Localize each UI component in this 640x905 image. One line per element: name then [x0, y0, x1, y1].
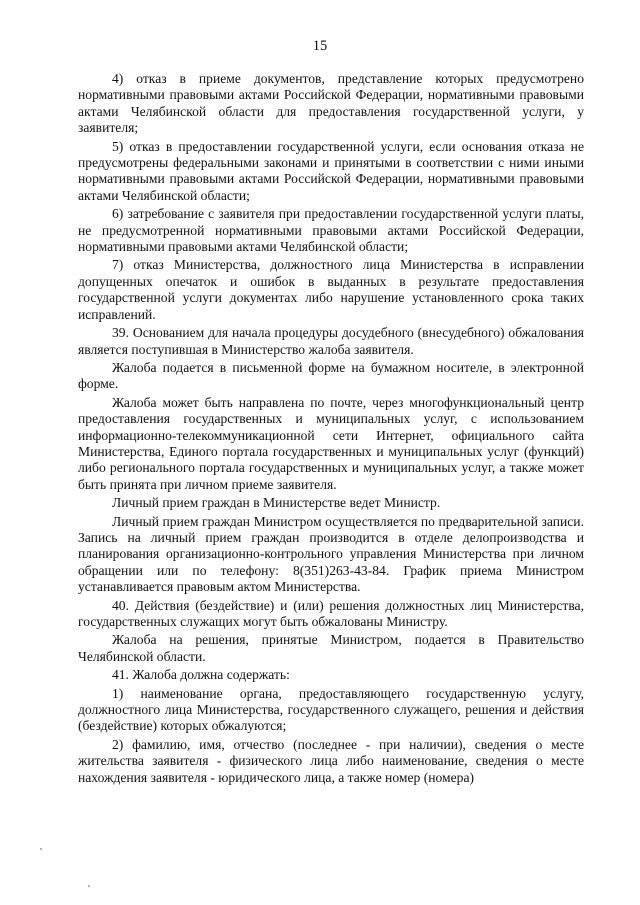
body-text — [78, 71, 584, 786]
paragraph: 41. Жалоба должна содержать: — [112, 667, 290, 683]
paragraph: 2) фамилию, имя, отчество (последнее - при наличии), сведения о месте жительства заявителя - физического лица либо наименование, сведения о месте нахождения заявителя - юридического лица, а также номер (номера) — [78, 736, 584, 785]
paragraph: 7) отказ Министерства, должностного лица Министерства в исправлении допущенных опечаток и ошибок в выданных в результате предоставления государственной услуги документах либо нарушение установленного срока таких исправлений. — [78, 257, 584, 322]
paragraph: Личный прием граждан в Министерстве ведет Министр. — [112, 495, 441, 511]
paragraph: Жалоба подается в письменной форме на бумажном носителе, в электронной форме. — [78, 359, 584, 392]
paragraph: 40. Действия (бездействие) и (или) решения должностных лиц Министерства, государственных служащих могут быть обжалованы Министру. — [78, 597, 584, 629]
paragraph: 39. Основанием для начала процедуры досудебного (внесудебного) обжалования является поступившая в Министерство жалоба заявителя. — [78, 325, 584, 357]
page-number: 15 — [312, 38, 328, 54]
paragraph: Жалоба на решения, принятые Министром, подается в Правительство Челябинской области. — [78, 632, 584, 664]
paragraph: 1) наименование органа, предоставляющего государственную услугу, должностного лица Министерства, государственного служащего, решения и действия (бездействие) которых обжалуются; — [78, 685, 584, 734]
paragraph: Жалоба может быть направлена по почте, через многофункциональный центр предоставления государственных и муниципальных услуг, с использованием информационно-телекоммуникационной сети Интернет, официального сайта Министерства, Единого портала государственных и муниципальных услуг (функций) либо регионального портала государственных и муниципальных услуг, а также может быть принята при личном приеме заявителя. — [78, 394, 584, 492]
paragraph: 5) отказ в предоставлении государственной услуги, если основания отказа не предусмотрены федеральными законами и принятыми в соответствии с ними иными нормативными правовыми актами Российской Федерации, нормативными правовыми актами Челябинской области; — [78, 138, 584, 203]
paragraph: 4) отказ в приеме документов, представление которых предусмотрено нормативными правовыми актами Российской Федерации, нормативными правовыми актами Челябинской области для предоставления государственной услуги, у заявителя; — [78, 71, 584, 136]
scan-speck — [88, 885, 90, 887]
scan-speck — [40, 848, 42, 850]
paragraph: Личный прием граждан Министром осуществляется по предварительной записи. Запись на личный прием граждан производится в отделе делопроизводства и планирования организационно-контрольного управления Министерства при личном обращении или по телефону: 8(351)263-43-84. График приема Министром устанавливается правовым актом Министерства. — [78, 513, 584, 595]
paragraph: 6) затребование с заявителя при предоставлении государственной услуги платы, не предусмотренной нормативными правовыми актами Российской Федерации, нормативными правовыми актами Челябинской области; — [78, 206, 584, 255]
